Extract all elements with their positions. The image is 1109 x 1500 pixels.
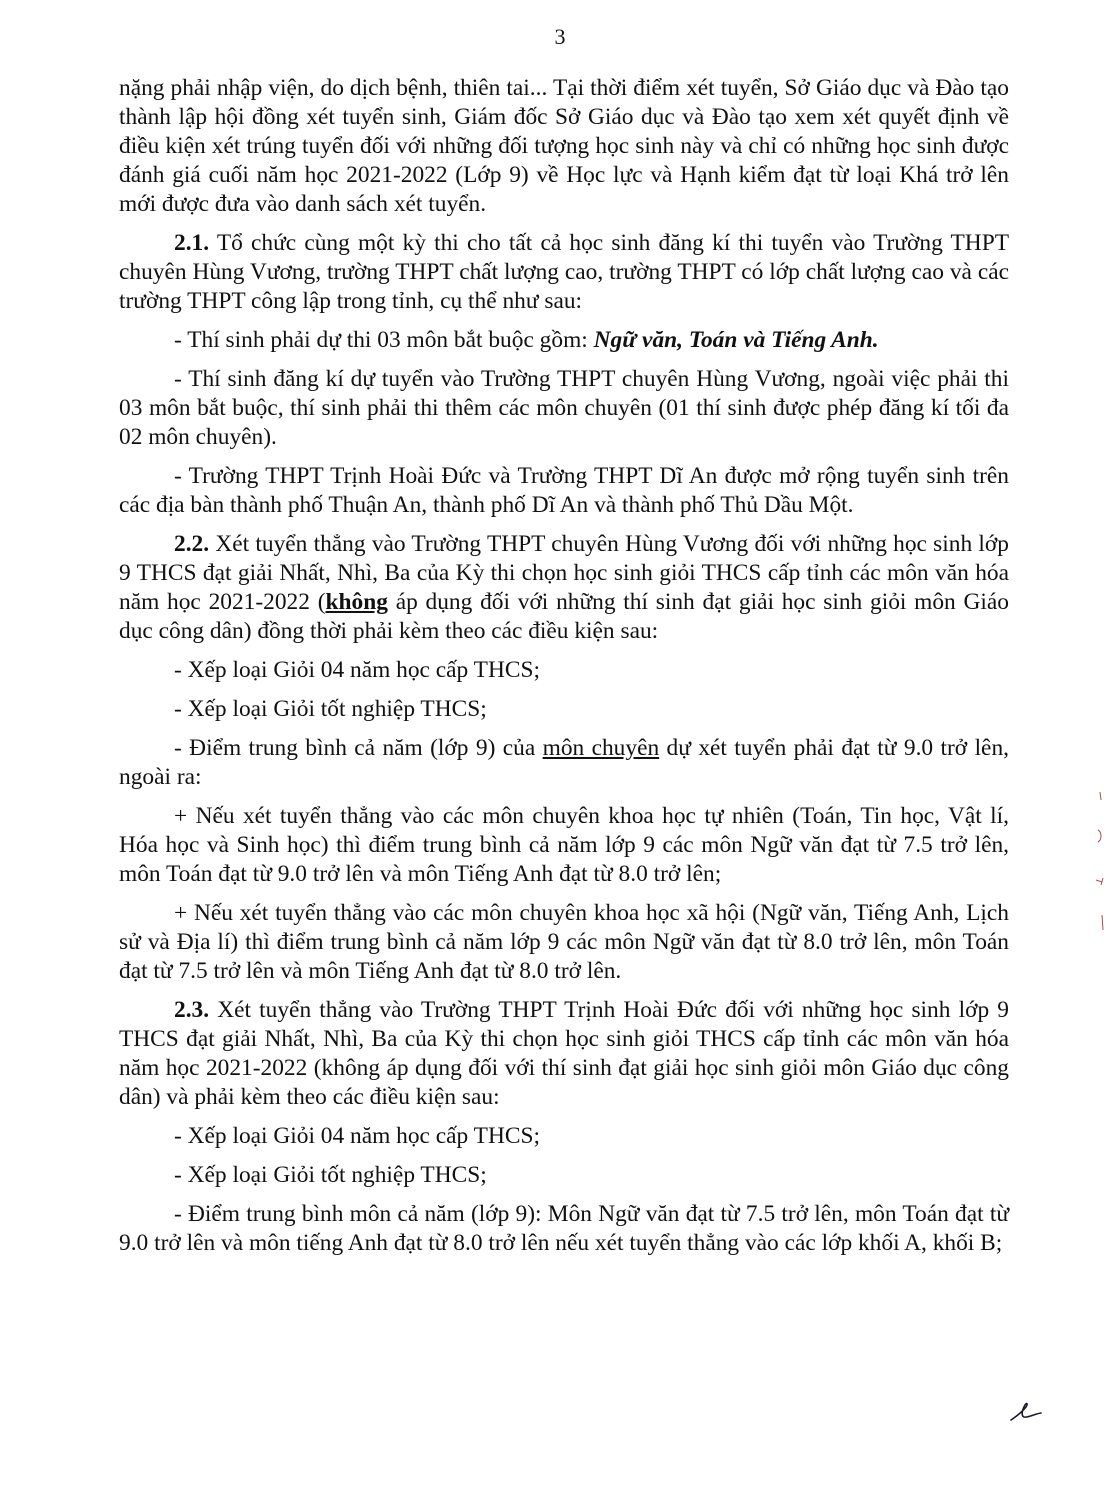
paragraph-text: - Thí sinh phải dự thi 03 môn bắt buộc gồm:: [174, 327, 594, 353]
section-2-1: [119, 229, 1009, 316]
section-number: 2.2.: [174, 531, 210, 557]
paragraph-text: - Xếp loại Giỏi 04 năm học cấp THCS;: [174, 657, 540, 683]
paragraph-text: - Xếp loại Giỏi tốt nghiệp THCS;: [174, 1162, 487, 1188]
specialized-subjects-item: [119, 365, 1009, 452]
paragraph-text: Tổ chức cùng một kỳ thi cho tất cả học sinh đăng kí thi tuyển vào Trường THPT chuyên Hùng Vương, trường THPT chất lượng cao, trường THPT có lớp chất lượng cao và các trường THPT công lập trong tỉnh, cụ thể như sau:: [119, 230, 1009, 314]
underlined-text: môn chuyên: [542, 735, 660, 761]
condition-item: [119, 1200, 1009, 1258]
section-number: 2.3.: [174, 997, 210, 1023]
condition-item: [119, 695, 1009, 724]
document-body: [119, 74, 1009, 1268]
paragraph-text: - Xếp loại Giỏi tốt nghiệp THCS;: [174, 696, 487, 722]
page-number: 3: [554, 24, 566, 49]
underlined-emphasis: không: [325, 589, 388, 615]
section-2-3: [119, 996, 1009, 1112]
paragraph-text: - Điểm trung bình môn cả năm (lớp 9): Môn Ngữ văn đạt từ 7.5 trở lên, môn Toán đạt từ 9.0 trở lên và môn tiếng Anh đạt từ 8.0 trở lên nếu xét tuyển thẳng vào các lớp khối A, khối B;: [119, 1201, 1009, 1256]
paragraph-text: - Thí sinh đăng kí dự tuyển vào Trường THPT chuyên Hùng Vương, ngoài việc phải thi 03 môn bắt buộc, thí sinh phải thi thêm các môn chuyên (01 thí sinh được phép đăng kí tối đa 02 môn chuyên).: [119, 366, 1009, 450]
paragraph-text: - Xếp loại Giỏi 04 năm học cấp THCS;: [174, 1123, 540, 1149]
paragraph-text: - Trường THPT Trịnh Hoài Đức và Trường THPT Dĩ An được mở rộng tuyển sinh trên các địa bàn thành phố Thuận An, thành phố Dĩ An và thành phố Thủ Dầu Một.: [119, 463, 1009, 518]
expanded-enrollment-item: [119, 462, 1009, 520]
paragraph-text: Xét tuyển thẳng vào Trường THPT Trịnh Hoài Đức đối với những học sinh lớp 9 THCS đạt giải Nhất, Nhì, Ba của Kỳ thi chọn học sinh giỏi THCS cấp tỉnh các môn văn hóa năm học 2021-2022 (không áp dụng đối với thí sinh đạt giải học sinh giỏi môn Giáo dục công dân) và phải kèm theo các điều kiện sau:: [119, 997, 1009, 1110]
required-subjects-emphasis: Ngữ văn, Toán và Tiếng Anh.: [593, 327, 879, 353]
social-science-criteria: [119, 899, 1009, 986]
paragraph-continuation: [119, 74, 1009, 219]
paragraph-text: dự xét tuyển phải đạt từ 9.0 trở lên, ngoài ra:: [119, 735, 1009, 790]
paragraph-text: - Điểm trung bình cả năm (lớp 9) của: [174, 735, 543, 761]
section-2-2: [119, 530, 1009, 646]
condition-item: [119, 1122, 1009, 1151]
condition-item: [119, 1161, 1009, 1190]
paragraph-text: + Nếu xét tuyển thẳng vào các môn chuyên khoa học xã hội (Ngữ văn, Tiếng Anh, Lịch sử và Địa lí) thì điểm trung bình cả năm lớp 9 các môn Ngữ văn đạt từ 8.0 trở lên, môn Toán đạt từ 7.5 trở lên và môn Tiếng Anh đạt từ 8.0 trở lên.: [119, 900, 1009, 984]
paragraph-text: áp dụng đối với những thí sinh đạt giải học sinh giỏi môn Giáo dục công dân) đồng thời phải kèm theo các điều kiện sau:: [119, 589, 1009, 644]
condition-item: [119, 734, 1009, 792]
required-subjects-item: [119, 326, 1009, 355]
paragraph-text: Xét tuyển thẳng vào Trường THPT chuyên Hùng Vương đối với những học sinh lớp 9 THCS đạt giải Nhất, Nhì, Ba của Kỳ thi chọn học sinh giỏi THCS cấp tỉnh các môn văn hóa năm học 2021-2022 (: [119, 531, 1009, 615]
margin-marks: [1092, 790, 1108, 950]
natural-science-criteria: [119, 802, 1009, 889]
section-number: 2.1.: [174, 230, 210, 256]
paragraph-text: + Nếu xét tuyển thẳng vào các môn chuyên khoa học tự nhiên (Toán, Tin học, Vật lí, Hóa học và Sinh học) thì điểm trung bình cả năm lớp 9 các môn Ngữ văn đạt từ 7.5 trở lên, môn Toán đạt từ 9.0 trở lên và môn Tiếng Anh đạt từ 8.0 trở lên;: [119, 803, 1009, 887]
initial-signature: [1008, 1398, 1044, 1424]
condition-item: [119, 656, 1009, 685]
paragraph-text: nặng phải nhập viện, do dịch bệnh, thiên tai... Tại thời điểm xét tuyển, Sở Giáo dục và Đào tạo thành lập hội đồng xét tuyển sinh, Giám đốc Sở Giáo dục và Đào tạo xem xét quyết định về điều kiện xét trúng tuyển đối với những đối tượng học sinh này và chỉ có những học sinh được đánh giá cuối năm học 2021-2022 (Lớp 9) về Học lực và Hạnh kiểm đạt từ loại Khá trở lên mới được đưa vào danh sách xét tuyển.: [119, 75, 1009, 217]
